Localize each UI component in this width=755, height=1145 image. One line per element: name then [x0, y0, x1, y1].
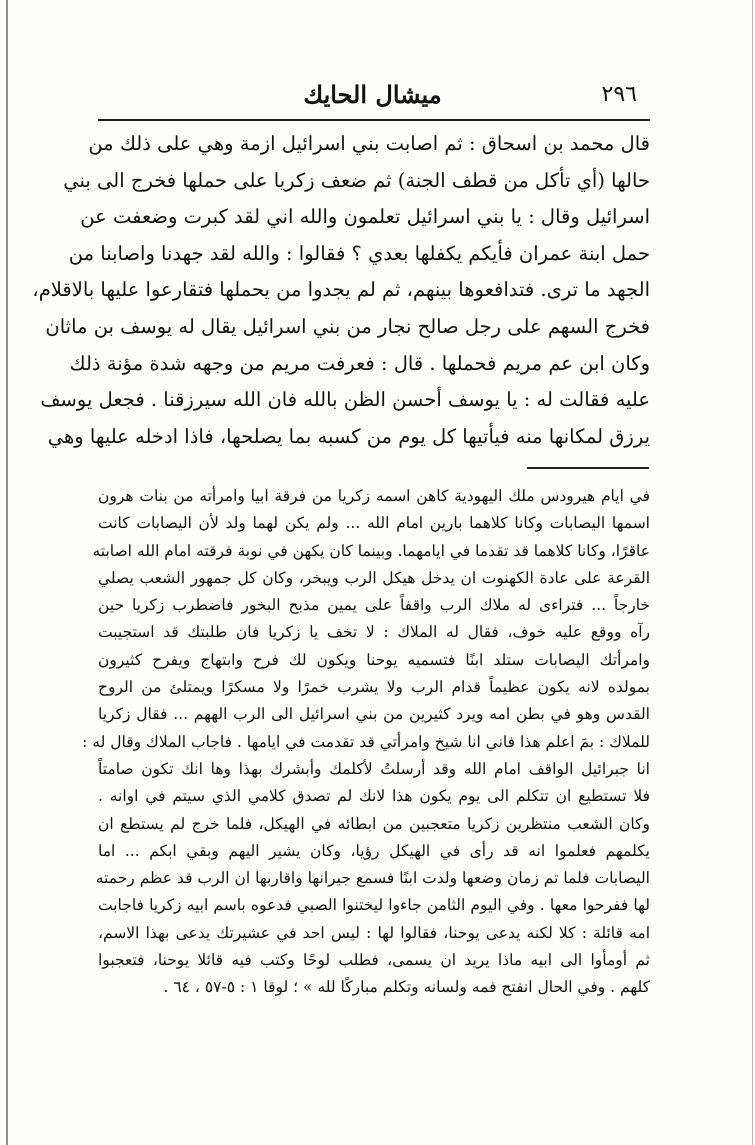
page-number: ٢٩٦ — [601, 82, 637, 107]
footnote-line: بمولده لانه يكون عظيماً قدام الرب ولا يشرب خمرًا ولا مسكرًا ويمتلئ من الروح — [98, 678, 650, 697]
scan-edge-left — [6, 0, 8, 1145]
footnote-line: وكان الشعب منتظرين زكريا متعجبين من ابطائه في الهيكل، فلما خرج لم يستطع ان — [98, 814, 650, 833]
main-text-line: اسرائيل وقال : يا بني اسرائيل تعلمون والله اني لقد كبرت وضعفت عن — [80, 205, 650, 229]
main-text-line: وكان ابن عم مريم فحملها . قال : فعرفت مريم من وجهه شدة مؤنة ذلك — [69, 351, 650, 375]
main-text-line: عليه فقالت له : يا يوسف أحسن الظن بالله فان الله سيرزقنا . فجعل يوسف — [40, 388, 650, 412]
footnote-line: في ايام هيرودس ملك اليهودية كاهن اسمه زكريا من فرقة ابيا وامرأته من بنات هرون — [98, 487, 650, 505]
main-text-line: الجهد ما ترى. فتدافعوها بينهم، ثم لم يجدوا من يحملها فتقارعوا عليها بالاقلام، — [32, 278, 650, 302]
footnote-line: يكلمهم فعلموا انه قد رأى في الهيكل رؤيا، وكان يشير اليهم وبقي ابكم ... اما — [98, 841, 650, 860]
main-text-line: حالها (أي تأكل من قطف الجنة) ثم ضعف زكريا على حملها فخرج الى بني — [63, 168, 650, 192]
header-rule — [98, 119, 650, 121]
footnote-line: القرعة على عادة الكهنوت ان يدخل هيكل الرب ويبخر، وكان كل جمهور الشعب يصلي — [98, 568, 650, 587]
footnote-line: وامرأتك اليصابات ستلد ابنًا فتسميه يوحنا ويكون لك فرح وابتهاج ويفرح كثيرون — [98, 650, 650, 669]
footnote-line: فلا تستطيع ان تتكلم الى يوم يكون هذا لانك لم تصدق كلامي الذي سيتم في اوانه . — [98, 787, 650, 806]
footnote-line: القدس وهو في بطن امه ويرد كثيرين من بني اسرائيل الى الرب الههم ... فقال زكريا — [98, 705, 650, 724]
main-text-line: فخرج السهم على رجل صالح نجار من بني اسرائيل يقال له يوسف بن ماثان — [45, 314, 650, 338]
page-header — [100, 82, 645, 116]
footnote-line: امه قائلة : كلا لكنه يدعى يوحنا، فقالوا لها : ليس احد في عشيرتك يدعى بهذا الاسم، — [98, 923, 650, 942]
footnote-line: انا جبرائيل الواقف امام الله وقد أرسلتُ لأكلمك وأبشرك بهذا وها انك تكون صامتاً — [98, 759, 650, 778]
footnote-line: ثم أومأوا الى ابيه ماذا يريد ان يسمى، فطلب لوحًا وكتب فيه قائلا يوحنا، فتعجبوا — [98, 951, 650, 970]
footnote-line: عاقرًا، وكانا كلاهما قد تقدما في ايامهما. وبينما كان يكهن في نوبة فرقته امام الله اصابته — [92, 541, 650, 560]
main-text — [32, 126, 650, 455]
scan-edge-right — [752, 0, 753, 1145]
footnote-line: كلهم . وفي الحال انفتح فمه ولسانه وتكلم مباركًا لله » ؛ لوقا ١ : ٥-٥٧ ، ٦٤ . — [163, 978, 650, 997]
footnote-line: رآه ووقع عليه خوف، فقال له الملاك : لا تخف يا زكريا فان طلبتك قد استجيبت — [98, 623, 650, 642]
footnote-line: للملاك : بمَ اعلم هذا فاني انا شيخ وامرأتي قد تقدمت في ايامها . فاجاب الملاك وقال له : — [82, 732, 650, 751]
footnote-line: اليصابات فلما تم زمان وضعها ولدت ابنًا فسمع جيرانها واقاربها ان الرب قد عظم رحمته — [95, 869, 650, 888]
footnote-text — [82, 483, 650, 1002]
main-text-line: قال محمد بن اسحاق : ثم اصابت بني اسرائيل ازمة وهي على ذلك من — [88, 132, 650, 155]
main-text-line: حمل ابنة عمران فأيكم يكفلها بعدي ؟ فقالوا : والله لقد جهدنا واصابنا من — [68, 241, 650, 265]
footnote-separator — [527, 467, 649, 469]
running-title: ميشال الحايك — [303, 80, 442, 109]
main-text-line: يرزق لمكانها منه فيأتيها كل يوم من كسبه بما يصلحها، فاذا ادخله عليها وهي — [47, 424, 650, 448]
footnote-line: اسمها اليصابات وكانا كلاهما بارين امام الله ... ولم يكن لهما ولد لأن اليصابات كانت — [98, 514, 650, 533]
footnote-line: لها ففرحوا معها . وفي اليوم الثامن جاءوا ليختنوا الصبي فدعوه باسم ابيه زكريا فاجابت — [98, 896, 650, 915]
footnote-line: خارجاً ... فتراءى له ملاك الرب واقفاً على يمين مذبح البخور فاضطرب زكريا حين — [98, 596, 650, 615]
